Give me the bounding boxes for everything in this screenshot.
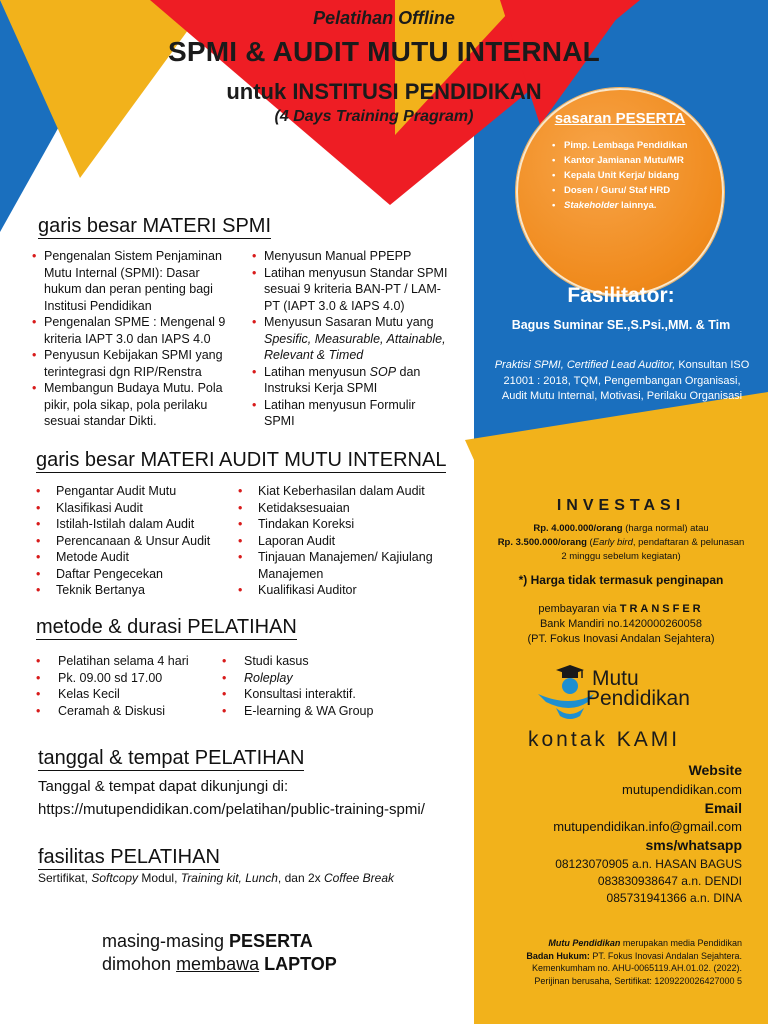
whatsapp-label: sms/whatsapp bbox=[645, 837, 742, 853]
email-label: Email bbox=[704, 800, 742, 816]
tanggal-link[interactable]: https://mutupendidikan.com/pelatihan/public-training-spmi/ bbox=[38, 801, 425, 818]
list-item: • Studi kasus bbox=[222, 653, 422, 670]
metode-title: metode & durasi PELATIHAN bbox=[36, 616, 297, 638]
laptop-b: PESERTA bbox=[229, 931, 313, 951]
email-link[interactable]: mutupendidikan.info@gmail.com bbox=[553, 819, 742, 834]
investasi-title: INVESTASI bbox=[556, 497, 686, 514]
list-item: • Dosen / Guru/ Staf HRD bbox=[552, 183, 712, 198]
materi-spmi-title: garis besar MATERI SPMI bbox=[38, 215, 272, 237]
price-normal: Rp. 4.000.000/orang bbox=[533, 523, 623, 534]
kontak-title: kontak KAMI bbox=[528, 728, 681, 751]
stakeholder-text: Stakeholder bbox=[564, 200, 619, 211]
list-item: • Konsultasi interaktif. bbox=[222, 686, 422, 703]
footer-c: Badan Hukum: bbox=[526, 950, 590, 961]
list-item: • Daftar Pengecekan bbox=[36, 566, 236, 583]
sasaran-peserta-circle bbox=[516, 88, 724, 296]
materi-audit-right-list bbox=[238, 483, 458, 599]
materi-audit-title: garis besar MATERI AUDIT MUTU INTERNAL bbox=[36, 449, 447, 471]
materi-spmi-right-list bbox=[252, 248, 448, 430]
metode-right-list bbox=[222, 653, 422, 719]
list-item: • Tinjauan Manajemen/ Kajiulang Manajemen bbox=[238, 549, 458, 582]
fasilitas-p5: , dan 2x bbox=[277, 871, 324, 885]
fasilitator-desc-rest: Konsultan ISO 21001 : 2018, TQM, Pengembangan Organisasi, Audit Mutu Internal, Motivasi, Perilaku Organisasi bbox=[501, 359, 750, 402]
laptop-note bbox=[102, 930, 337, 976]
list-item: • Pengenalan SPME : Mengenal 9 kriteria IAPT 3.0 dan IAPS 4.0 bbox=[32, 314, 240, 347]
payment-info bbox=[474, 602, 768, 647]
list-item: • Pengenalan Sistem Penjaminan Mutu Internal (SPMI): Dasar hukum dan peran penting bagi Institusi Pendidikan bbox=[32, 248, 240, 314]
footer-a: Mutu Pendidikan bbox=[548, 938, 621, 948]
footer-d: PT. Fokus Inovasi Andalan Sejahtera. bbox=[589, 950, 742, 961]
list-item: • Kantor Jamianan Mutu/MR bbox=[552, 153, 712, 168]
price-early-note: , pendaftaran & pelunasan 2 minggu sebelum kegiatan) bbox=[561, 537, 745, 562]
phone-list bbox=[555, 856, 742, 907]
r4c-text: dan Instruksi Kerja SPMI bbox=[264, 364, 421, 395]
list-item: • Kualifikasi Auditor bbox=[238, 582, 458, 599]
list-item bbox=[252, 364, 448, 397]
list-item: • Membangun Budaya Mutu. Pola pikir, pola sikap, pola perilaku sesuai standar Dikti. bbox=[32, 380, 240, 430]
roleplay-text: Roleplay bbox=[244, 670, 293, 685]
list-item: • Kiat Keberhasilan dalam Audit bbox=[238, 483, 458, 500]
pay-b: TRANSFER bbox=[619, 603, 704, 615]
fasilitator-name: Bagus Suminar SE.,S.Psi.,MM. & Tim bbox=[511, 318, 731, 332]
investasi-note: *) Harga tidak termasuk penginapan bbox=[518, 573, 724, 587]
list-item: • Pelatihan selama 4 hari bbox=[36, 653, 226, 670]
list-item: • Perencanaan & Unsur Audit bbox=[36, 533, 236, 550]
tanggal-body bbox=[38, 775, 425, 821]
header-subtitle: Pelatihan Offline bbox=[313, 8, 455, 28]
materi-spmi-left-list bbox=[32, 248, 240, 430]
metode-left-list bbox=[36, 653, 226, 719]
r3a-text: Menyusun Sasaran Mutu yang bbox=[264, 315, 434, 329]
laptop-e: LAPTOP bbox=[259, 954, 337, 974]
list-item: • Metode Audit bbox=[36, 549, 236, 566]
fasilitas-title: fasilitas PELATIHAN bbox=[38, 846, 220, 868]
list-item: • Ceramah & Diskusi bbox=[36, 703, 226, 720]
r3b-text: Spesific, Measurable, Attainable, Relevant & Timed bbox=[264, 331, 446, 362]
laptop-a: masing-masing bbox=[102, 931, 230, 951]
bank-account: Bank Mandiri no.1420000260058 bbox=[539, 618, 703, 630]
fasilitas-p3: Modul, bbox=[138, 871, 181, 885]
list-item: • Latihan menyusun Standar SPMI sesuai 9 kriteria BAN-PT / LAM-PT (IAPT 3.0 & IAPS 4.0) bbox=[252, 265, 448, 315]
pay-a: pembayaran via bbox=[538, 603, 620, 615]
footer-legal bbox=[502, 937, 742, 987]
fasilitas-p4: Training kit, Lunch bbox=[180, 871, 278, 885]
stakeholder-rest: lainnya. bbox=[618, 200, 657, 211]
mutu-pendidikan-logo bbox=[536, 664, 696, 720]
fasilitator-desc bbox=[494, 358, 750, 405]
fasilitas-p6: Coffee Break bbox=[323, 871, 394, 885]
list-item: • Kelas Kecil bbox=[36, 686, 226, 703]
price-normal-note: (harga normal) atau bbox=[622, 523, 709, 534]
logo-text-1: Mutu bbox=[592, 667, 639, 690]
r4b-text: SOP bbox=[369, 364, 397, 379]
price-early-em: Early bird bbox=[592, 537, 633, 548]
list-item: • E-learning & WA Group bbox=[222, 703, 422, 720]
list-item: • Istilah-Istilah dalam Audit bbox=[36, 516, 236, 533]
footer-b: merupakan media Pendidikan bbox=[620, 938, 742, 948]
list-item bbox=[222, 670, 422, 687]
list-item: • Pengantar Audit Mutu bbox=[36, 483, 236, 500]
investasi-prices bbox=[496, 522, 746, 564]
list-item: • Latihan menyusun Formulir SPMI bbox=[252, 397, 448, 430]
list-item: • Kepala Unit Kerja/ bidang bbox=[552, 168, 712, 183]
fasilitas-p1: Sertifikat, bbox=[38, 871, 92, 885]
list-item: • Ketidaksesuaian bbox=[238, 500, 458, 517]
list-item bbox=[252, 314, 448, 364]
list-item: • Pk. 09.00 sd 17.00 bbox=[36, 670, 226, 687]
fasilitas-body bbox=[38, 871, 394, 885]
price-early: Rp. 3.500.000/orang bbox=[497, 537, 587, 548]
header-title2: untuk INSTITUSI PENDIDIKAN bbox=[226, 79, 542, 104]
sasaran-title: sasaran PESERTA bbox=[554, 110, 686, 127]
header-duration: (4 Days Training Pragram) bbox=[274, 108, 474, 125]
fasilitas-p2: Softcopy bbox=[91, 871, 139, 885]
materi-audit-left-list bbox=[36, 483, 236, 599]
list-item: • Laporan Audit bbox=[238, 533, 458, 550]
r4a-text: Latihan menyusun bbox=[264, 364, 370, 379]
list-item: • Teknik Bertanya bbox=[36, 582, 236, 599]
fasilitator-desc-em: Praktisi SPMI, Certified Lead Auditor, bbox=[494, 359, 676, 371]
tanggal-title: tanggal & tempat PELATIHAN bbox=[38, 747, 305, 769]
sasaran-list bbox=[552, 138, 712, 213]
footer-f: Perijinan berusaha, Sertifikat: 1209220026427000 5 bbox=[534, 975, 742, 986]
list-item: • Klasifikasi Audit bbox=[36, 500, 236, 517]
phone-item[interactable]: 085731941366 a.n. DINA bbox=[606, 891, 742, 905]
list-item: • Menyusun Manual PPEPP bbox=[252, 248, 448, 265]
fasilitator-title: Fasilitator: bbox=[567, 284, 675, 307]
laptop-c: dimohon bbox=[102, 954, 177, 974]
footer-e: Kemenkumham no. AHU-0065119.AH.01.02. (2022). bbox=[532, 963, 742, 973]
logo-text-2: Pendidikan bbox=[586, 687, 690, 710]
tanggal-line1: Tanggal & tempat dapat dikunjungi di: bbox=[38, 778, 289, 795]
website-link[interactable]: mutupendidikan.com bbox=[622, 782, 742, 797]
list-item: • Penyusun Kebijakan SPMI yang terintegrasi dgn RIP/Renstra bbox=[32, 347, 240, 380]
list-item bbox=[552, 198, 712, 213]
header-title: SPMI & AUDIT MUTU INTERNAL bbox=[168, 36, 600, 67]
laptop-d: membawa bbox=[176, 954, 260, 974]
bank-owner: (PT. Fokus Inovasi Andalan Sejahtera) bbox=[527, 633, 715, 645]
website-label: Website bbox=[688, 762, 742, 778]
list-item: • Pimp. Lembaga Pendidikan bbox=[552, 138, 712, 153]
price-early-open: ( bbox=[586, 537, 593, 548]
list-item: • Tindakan Koreksi bbox=[238, 516, 458, 533]
phone-item[interactable]: 083830938647 a.n. DENDI bbox=[597, 874, 742, 888]
phone-item[interactable]: 08123070905 a.n. HASAN BAGUS bbox=[555, 857, 742, 871]
